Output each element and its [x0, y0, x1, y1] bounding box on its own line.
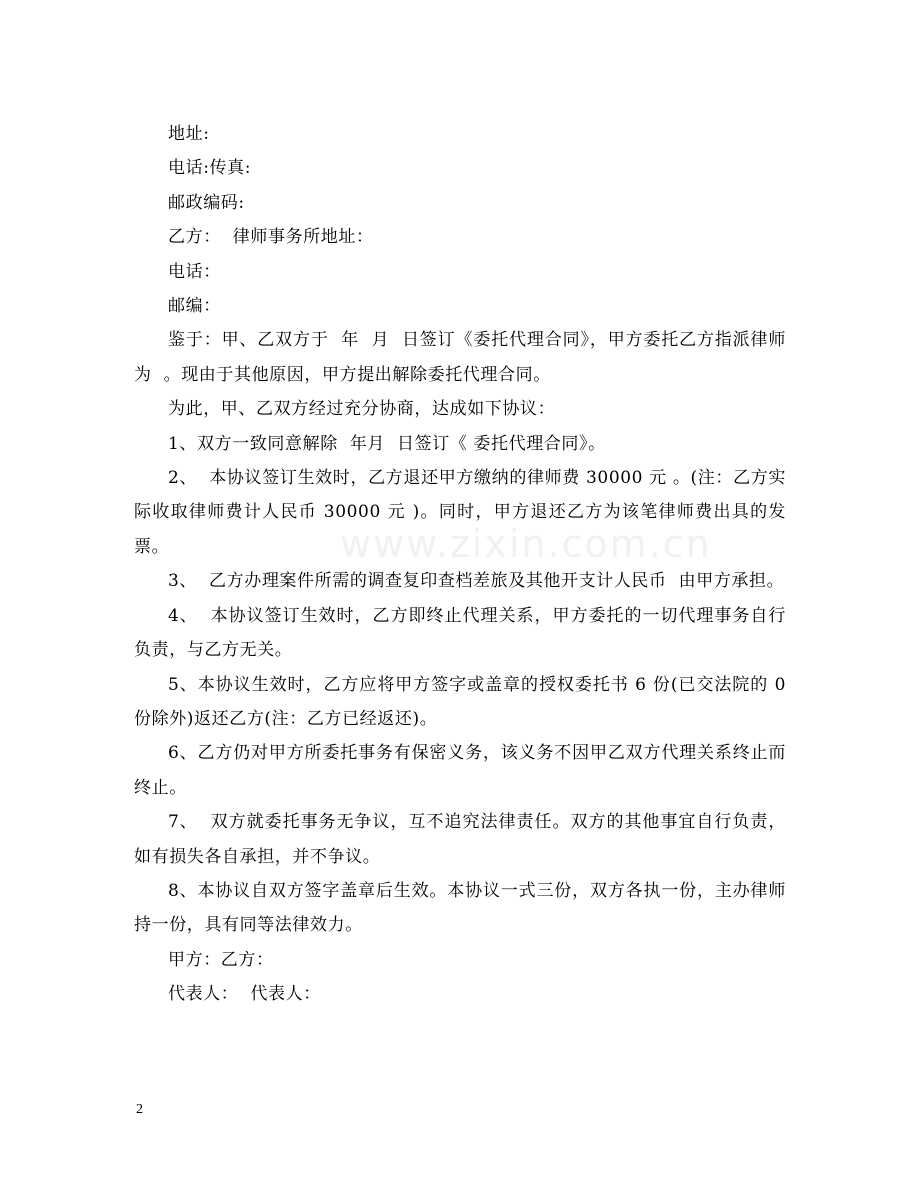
address-line: 地址: — [168, 124, 210, 144]
postal-code-line: 邮政编码: — [168, 192, 245, 213]
clause-4: 4、 本协议签订生效时，乙方即终止代理关系，甲方委托的一切代理事务自行负责，与乙方无关。 — [134, 605, 786, 661]
clause-8: 8、本协议自双方签字盖章后生效。本协议一式三份，双方各执一份，主办律师持一份，具有同等法律效力。 — [134, 880, 786, 936]
clause-5: 5、本协议生效时，乙方应将甲方签字或盖章的授权委托书 6 份(已交法院的 0 份除外)返还乙方(注：乙方已经返还)。 — [134, 674, 793, 729]
clause-3: 3、 乙方办理案件所需的调查复印查档差旅及其他开支计人民币 由甲方承担。 — [168, 571, 785, 592]
document-body — [134, 117, 793, 1012]
clause-6: 6、乙方仍对甲方所委托事务有保密义务，该义务不因甲乙双方代理关系终止而终止。 — [134, 743, 786, 798]
clause-2: 2、 本协议签订生效时，乙方退还甲方缴纳的律师费 30000 元 。(注：乙方实际收取律师费计人民币 30000 元 )。同时，甲方退还乙方为该笔律师费出具的发票。 — [134, 468, 786, 557]
party-b-postcode-line: 邮编： — [168, 296, 221, 317]
clause-1: 1、双方一致同意解除 年月 日签订《 委托代理合同》。 — [168, 433, 606, 454]
page-number: 2 — [136, 1102, 143, 1117]
clause-7: 7、 双方就委托事务无争议，互不追究法律责任。双方的其他事宜自行负责，如有损失各自承担，并不争议。 — [134, 812, 786, 867]
whereas-paragraph: 鉴于：甲、乙双方于 年 月 日签订《委托代理合同》，甲方委托乙方指派律师为 。现由于其他原因，甲方提出解除委托代理合同。 — [134, 330, 786, 385]
watermark-text: www.zixin.com.cn — [340, 522, 712, 566]
signature-representatives: 代表人： 代表人： — [168, 984, 321, 1005]
phone-fax-line: 电话:传真: — [168, 158, 252, 179]
party-b-address-line: 乙方： 律师事务所地址： — [168, 227, 374, 248]
signature-parties: 甲方：乙方： — [168, 949, 274, 970]
party-b-phone-line: 电话： — [168, 261, 221, 282]
agreement-intro: 为此，甲、乙双方经过充分协商，达成如下协议： — [168, 399, 556, 420]
